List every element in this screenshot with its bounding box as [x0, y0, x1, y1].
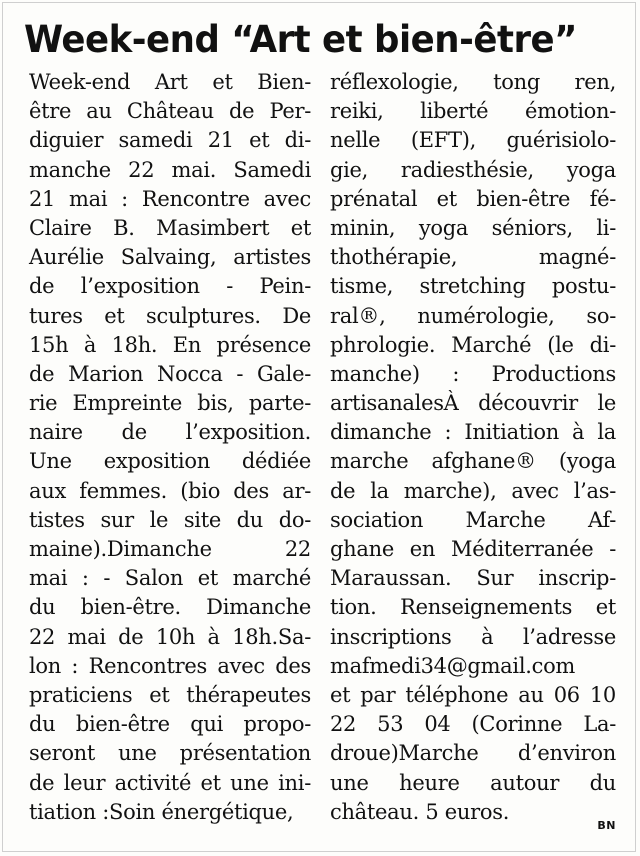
right-column-line: tion. Renseignements et	[330, 595, 616, 620]
right-column-line: reiki, liberté émotion-	[330, 99, 616, 124]
right-column-line: sociation Marche Af-	[330, 507, 616, 532]
left-column-line: Une exposition dédiée	[29, 449, 311, 474]
right-column-line: thothérapie, magné-	[330, 245, 616, 270]
left-column-line: tiation :Soin énergétique,	[29, 799, 294, 824]
right-column-line: prénatal et bien-être fé-	[330, 186, 616, 211]
left-column-line: de Marion Nocca - Gale-	[29, 361, 311, 386]
left-column-line: lon : Rencontres avec des	[29, 653, 311, 678]
left-column-line: 22 mai de 10h à 18h.Sa-	[29, 624, 311, 649]
right-column-line: minin, yoga séniors, li-	[330, 215, 616, 240]
right-column-line: phrologie. Marché (le di-	[330, 332, 616, 357]
right-column-line: artisanalesÀ découvrir le	[330, 391, 616, 416]
left-column-line: 15h à 18h. En présence	[29, 332, 311, 357]
left-column-line: seront une présentation	[29, 741, 311, 766]
left-column-line: maine).Dimanche 22	[29, 537, 311, 561]
left-column-line: manche 22 mai. Samedi	[29, 157, 311, 182]
right-column-line: tisme, stretching postu-	[330, 274, 616, 299]
right-column-line: réflexologie, tong ren,	[330, 70, 616, 94]
left-column-line: praticiens et thérapeutes	[29, 682, 311, 707]
right-column-line: ghane en Méditerranée -	[330, 537, 616, 561]
left-column-line: diguier samedi 21 et di-	[29, 128, 311, 153]
left-column-line: de leur activité et une ini-	[29, 770, 311, 795]
author-signature: BN	[597, 819, 616, 832]
left-column-line: naire de l’exposition.	[29, 420, 311, 445]
left-column-line: mai : - Salon et marché	[29, 566, 311, 591]
left-column-line: tures et sculptures. De	[29, 303, 311, 328]
right-column-line: ral®, numérologie, so-	[330, 303, 616, 328]
right-column-line: inscriptions à l’adresse	[330, 624, 616, 649]
left-column-line: 21 mai : Rencontre avec	[29, 186, 311, 211]
right-column-line: et par téléphone au 06 10	[330, 682, 616, 707]
right-column-line: de la marche), avec l’as-	[330, 478, 616, 503]
left-column-line: Claire B. Masimbert et	[29, 215, 311, 240]
right-column-line: manche) : Productions	[330, 361, 616, 386]
right-column-line: 22 53 04 (Corinne La-	[330, 712, 616, 737]
article-headline: Week-end “Art et bien-être”	[24, 18, 577, 61]
right-column-line: droue)Marche d’environ	[330, 741, 616, 766]
left-column-line: du bien-être. Dimanche	[29, 595, 311, 620]
left-column-line: Aurélie Salvaing, artistes	[29, 245, 311, 270]
article-column-right	[330, 68, 616, 827]
right-column-line: nelle (EFT), guérisiolo-	[330, 128, 616, 153]
right-column-line: Maraussan. Sur inscrip-	[330, 566, 616, 591]
right-column-line: gie, radiesthésie, yoga	[330, 157, 616, 182]
left-column-line: Week-end Art et Bien-	[29, 70, 311, 94]
article-column-left	[29, 68, 311, 827]
right-column-line: mafmedi34@gmail.com	[330, 653, 576, 678]
right-column-line: château. 5 euros.	[330, 799, 510, 824]
left-column-line: rie Empreinte bis, parte-	[29, 391, 311, 416]
left-column-line: aux femmes. (bio des ar-	[29, 478, 311, 503]
right-column-line: marche afghane® (yoga	[330, 449, 616, 474]
left-column-line: tistes sur le site du do-	[29, 507, 311, 532]
right-column-line: une heure autour du	[330, 770, 616, 795]
left-column-line: de l’exposition - Pein-	[29, 274, 311, 299]
left-column-line: du bien-être qui propo-	[29, 712, 311, 737]
right-column-line: dimanche : Initiation à la	[330, 420, 616, 445]
left-column-line: être au Château de Per-	[29, 99, 311, 124]
